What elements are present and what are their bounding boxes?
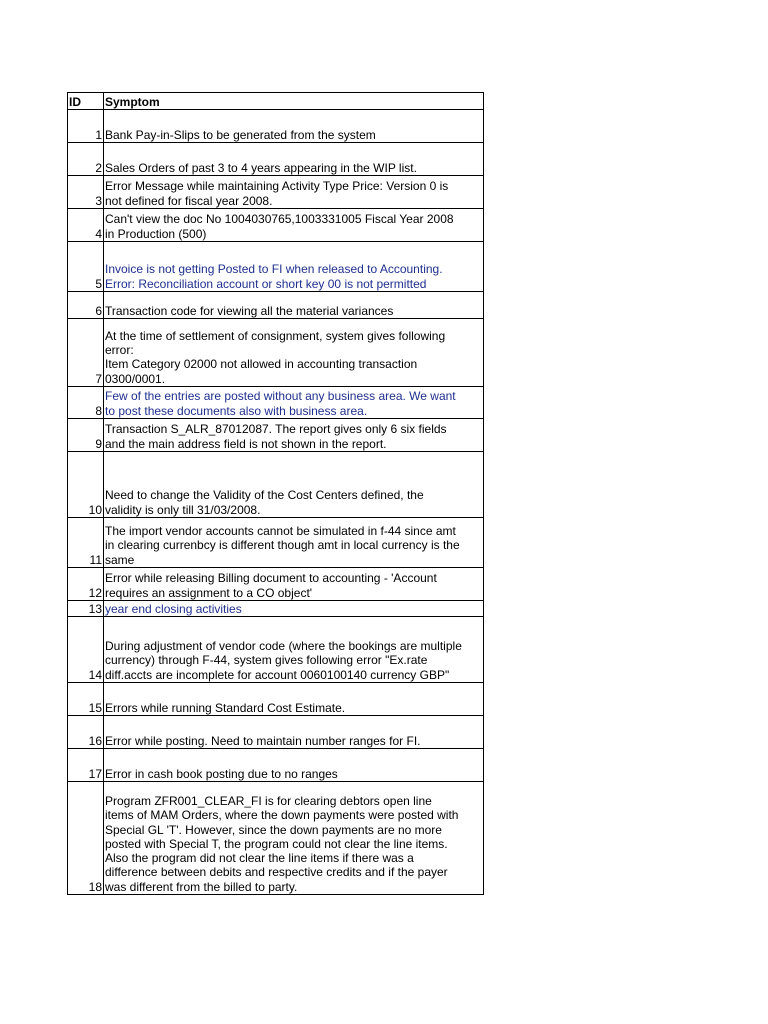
row-id: 16: [68, 716, 104, 749]
row-symptom: Error while releasing Billing document to accounting - 'Account requires an assignment to a CO object': [104, 568, 484, 601]
row-id: 17: [68, 749, 104, 782]
row-symptom: Bank Pay-in-Slips to be generated from the system: [104, 110, 484, 143]
row-id: 14: [68, 617, 104, 683]
table-row: [68, 292, 484, 319]
table-row: [68, 209, 484, 242]
row-symptom: Error Message while maintaining Activity Type Price: Version 0 is not defined for fiscal year 2008.: [104, 176, 484, 209]
row-id: 12: [68, 568, 104, 601]
table-row: [68, 568, 484, 601]
row-id: 13: [68, 601, 104, 617]
table-row: [68, 110, 484, 143]
symptom-table: [67, 92, 484, 895]
table-row: [68, 176, 484, 209]
symptom-column-header: Symptom: [104, 93, 484, 110]
table-row: [68, 617, 484, 683]
id-column-header: ID: [68, 93, 104, 110]
row-symptom: Errors while running Standard Cost Estimate.: [104, 683, 484, 716]
row-id: 4: [68, 209, 104, 242]
row-symptom: At the time of settlement of consignment, system gives following error: Item Category 02000 not allowed in accounting transaction 0300/0001.: [104, 319, 484, 387]
table-row: [68, 319, 484, 387]
table-row: [68, 716, 484, 749]
row-symptom: Few of the entries are posted without any business area. We want to post these documents also with business area.: [104, 387, 484, 419]
row-symptom: Can't view the doc No 1004030765,1003331005 Fiscal Year 2008 in Production (500): [104, 209, 484, 242]
row-id: 3: [68, 176, 104, 209]
row-symptom: Error while posting. Need to maintain number ranges for FI.: [104, 716, 484, 749]
row-symptom: Program ZFR001_CLEAR_FI is for clearing debtors open line items of MAM Orders, where the down payments were posted with Special GL 'T'. However, since the down payments are no more posted with Special T, the program could not clear the line items. Also the program did not clear the line items if there was a difference between debits and respective credits and if the payer was different from the billed to party.: [104, 782, 484, 895]
row-symptom: Sales Orders of past 3 to 4 years appearing in the WIP list.: [104, 143, 484, 176]
row-id: 11: [68, 518, 104, 568]
table-row: [68, 601, 484, 617]
table-row: [68, 452, 484, 518]
row-symptom: During adjustment of vendor code (where the bookings are multiple currency) through F-44, system gives following error "Ex.rate diff.accts are incomplete for account 0060100140 currency GBP": [104, 617, 484, 683]
row-id: 6: [68, 292, 104, 319]
row-id: 2: [68, 143, 104, 176]
table-row: [68, 419, 484, 452]
row-id: 8: [68, 387, 104, 419]
row-symptom: Invoice is not getting Posted to FI when released to Accounting. Error: Reconciliation account or short key 00 is not permitted: [104, 242, 484, 292]
row-id: 10: [68, 452, 104, 518]
table-row: [68, 242, 484, 292]
table-row: [68, 387, 484, 419]
table-row: [68, 518, 484, 568]
row-id: 9: [68, 419, 104, 452]
table-row: [68, 782, 484, 895]
row-id: 1: [68, 110, 104, 143]
row-id: 5: [68, 242, 104, 292]
row-symptom: Error in cash book posting due to no ranges: [104, 749, 484, 782]
row-id: 7: [68, 319, 104, 387]
header-row: [68, 93, 484, 110]
row-id: 15: [68, 683, 104, 716]
table-row: [68, 143, 484, 176]
row-symptom: Transaction S_ALR_87012087. The report gives only 6 six fields and the main address field is not shown in the report.: [104, 419, 484, 452]
row-symptom: The import vendor accounts cannot be simulated in f-44 since amt in clearing currenbcy is different though amt in local currency is the same: [104, 518, 484, 568]
row-id: 18: [68, 782, 104, 895]
row-symptom: Transaction code for viewing all the material variances: [104, 292, 484, 319]
row-symptom: Need to change the Validity of the Cost Centers defined, the validity is only till 31/03/2008.: [104, 452, 484, 518]
table-row: [68, 749, 484, 782]
table-row: [68, 683, 484, 716]
spreadsheet-area: [67, 92, 483, 895]
row-symptom: year end closing activities: [104, 601, 484, 617]
